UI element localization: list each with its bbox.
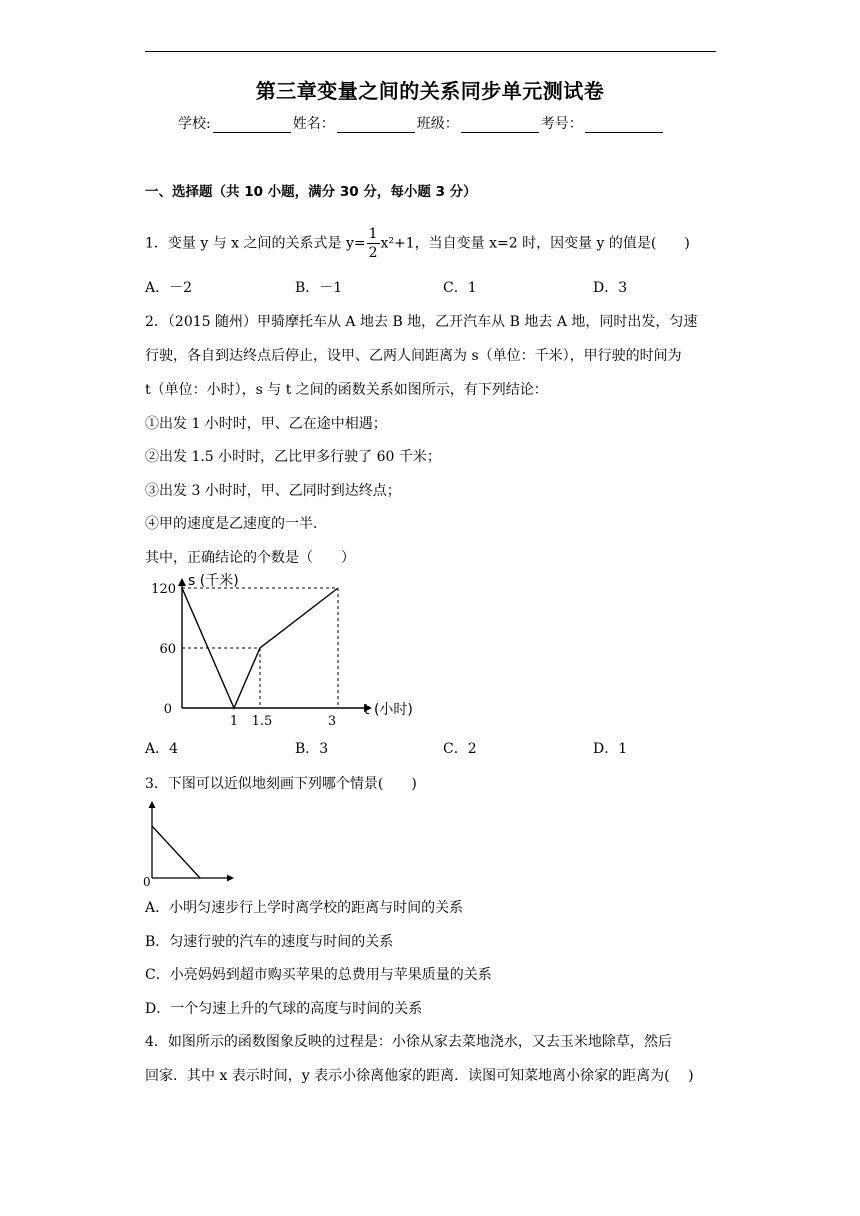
page-title: 第三章变量之间的关系同步单元测试卷 — [255, 79, 605, 103]
q2-conclusion-2: ②出发 1.5 小时时，乙比甲多行驶了 60 千米； — [145, 449, 441, 465]
q1-frac-den: 2 — [368, 245, 378, 261]
q2-option-d[interactable]: D．1 — [593, 741, 628, 757]
q1-option-b[interactable]: B．－1 — [295, 280, 343, 296]
q3-option-c[interactable]: C．小亮妈妈到超市购买苹果的总费用与苹果质量的关系 — [145, 967, 492, 983]
q3-origin-label: 0 — [143, 875, 151, 889]
student-info-row — [178, 113, 665, 133]
q2-line-2: 行驶，各自到达终点后停止，设甲、乙两人间距离为 s（单位：千米），甲行驶的时间为 — [145, 348, 682, 364]
q1-option-c[interactable]: C．1 — [443, 280, 477, 296]
x-tick-1-5: 1.5 — [251, 714, 273, 728]
q4-line-2: 回家．其中 x 表示时间，y 表示小徐离他家的距离．读图可知菜地离小徐家的距离为( ) — [145, 1068, 694, 1084]
exam-no-blank[interactable] — [585, 118, 663, 133]
class-label: 班级： — [416, 116, 459, 132]
tick-labels — [151, 582, 336, 728]
q2-option-a[interactable]: A．4 — [145, 741, 179, 757]
q1-text-before: 1．变量 y 与 x 之间的关系式是 y= — [145, 235, 366, 252]
x-tick-3: 3 — [327, 714, 337, 728]
q1-option-a[interactable]: A．－2 — [145, 280, 193, 296]
q1-stem — [145, 225, 690, 262]
q1-fraction — [367, 225, 380, 262]
q3-graph — [140, 800, 250, 890]
school-label: 学校: — [178, 116, 211, 132]
q2-option-c[interactable]: C．2 — [443, 741, 477, 757]
class-blank[interactable] — [461, 118, 539, 133]
y-axis-label: s (千米) — [188, 573, 239, 589]
name-blank[interactable] — [337, 118, 415, 133]
q1-option-d[interactable]: D．3 — [593, 280, 628, 296]
q2-distance-time-chart — [140, 568, 440, 728]
section-heading: 一、选择题（共 10 小题，满分 30 分，每小题 3 分） — [145, 184, 477, 200]
exam-no-label: 考号： — [540, 116, 583, 132]
x-tick-1: 1 — [229, 714, 239, 728]
y-tick-60: 60 — [159, 642, 176, 657]
q2-conclusion-3: ③出发 3 小时时，甲、乙同时到达终点； — [145, 483, 401, 499]
q2-conclusion-4: ④甲的速度是乙速度的一半． — [145, 516, 327, 532]
q3-option-d[interactable]: D．一个匀速上升的气球的高度与时间的关系 — [145, 1001, 423, 1017]
x-axis-label: t (小时) — [364, 702, 413, 718]
y-tick-120: 120 — [151, 582, 176, 597]
q4-line-1: 4．如图所示的函数图象反映的过程是：小徐从家去菜地浇水，又去玉米地除草，然后 — [145, 1034, 672, 1050]
q1-text-after: x²+1，当自变量 x=2 时，因变量 y 的值是( ) — [380, 235, 690, 252]
q1-frac-num: 1 — [368, 226, 378, 242]
q3-option-b[interactable]: B．匀速行驶的汽车的速度与时间的关系 — [145, 934, 394, 950]
q3-stem: 3．下图可以近似地刻画下列哪个情景( ) — [145, 776, 417, 792]
q2-option-b[interactable]: B．3 — [295, 741, 329, 757]
q2-line-3: t（单位：小时），s 与 t 之间的函数关系如图所示，有下列结论： — [145, 382, 548, 398]
name-label: 姓名： — [292, 116, 335, 132]
q2-question: 其中，正确结论的个数是（ ） — [145, 550, 355, 566]
school-blank[interactable] — [213, 118, 291, 133]
q3-line — [152, 826, 200, 878]
q2-conclusion-1: ①出发 1 小时时，甲、乙在途中相遇； — [145, 416, 387, 432]
top-rule — [145, 51, 716, 52]
q3-option-a[interactable]: A．小明匀速步行上学时离学校的距离与时间的关系 — [145, 900, 464, 916]
q2-line-1: 2．（2015 随州）甲骑摩托车从 A 地去 B 地，乙开汽车从 B 地去 A 地，同时出发，匀速 — [145, 314, 698, 330]
x-tick-0: 0 — [163, 702, 172, 717]
